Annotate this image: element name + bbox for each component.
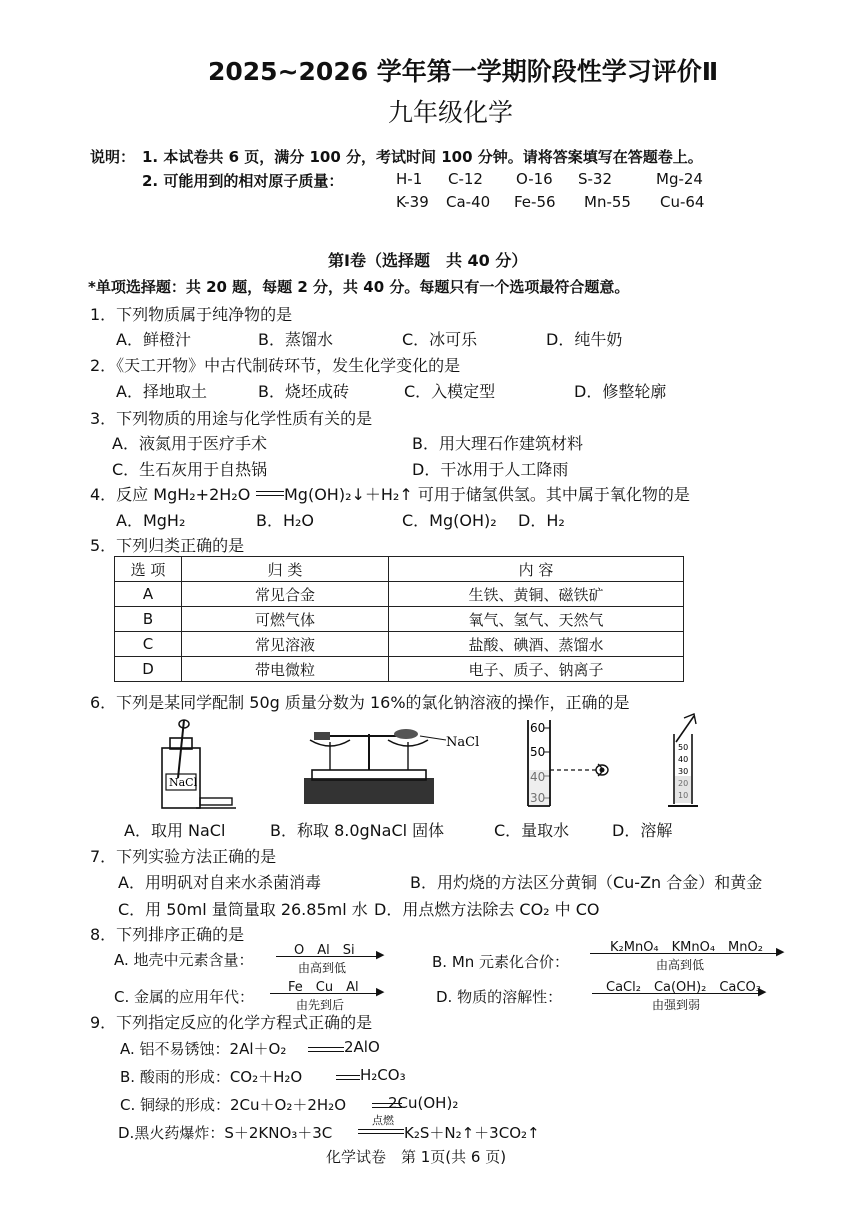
q6-option-c: C．量取水	[494, 821, 570, 840]
q2-option-c: C．入模定型	[404, 382, 496, 401]
table-header-option: 选 项	[115, 557, 182, 582]
balance-figure	[296, 718, 486, 810]
table-row	[115, 632, 684, 657]
q9-a-equals	[308, 1047, 344, 1052]
q9-b-equals	[336, 1075, 360, 1080]
q4-option-d: D．H₂	[518, 511, 565, 530]
q9-d-post: K₂S＋N₂↑＋3CO₂↑	[404, 1124, 540, 1142]
page-footer: 化学试卷 第 1页(共 6 页)	[326, 1148, 507, 1166]
table-cell: 常见合金	[182, 582, 389, 607]
q8-c-top: Fe Cu Al	[288, 980, 359, 995]
q7-option-b: B．用灼烧的方法区分黄铜（Cu-Zn 合金）和黄金	[410, 873, 763, 892]
dissolving-cylinder-figure	[664, 712, 714, 812]
section-title: 第Ⅰ卷（选择题 共 40 分）	[328, 251, 528, 270]
q2-stem: 2．《天工开物》中古代制砖环节，发生化学变化的是	[90, 356, 461, 375]
q2-option-d: D．修整轮廓	[574, 382, 667, 401]
q1-option-d: D．纯牛奶	[546, 330, 623, 349]
q4-option-c: C．Mg(OH)₂	[402, 511, 497, 530]
arrow-head-icon: ▶	[776, 945, 785, 958]
q9-a-post: 2AlO	[344, 1038, 380, 1056]
arrow-head-icon: ▶	[758, 985, 767, 998]
graduated-cylinder-figure	[520, 718, 620, 810]
q8-d-arrow	[592, 993, 762, 994]
q1-option-a: A．鲜橙汁	[116, 330, 191, 349]
cylinder-tick-50: 50	[530, 745, 546, 759]
q8-c-label: C. 金属的应用年代：	[114, 988, 255, 1006]
q1-option-c: C．冰可乐	[402, 330, 478, 349]
q3-option-b: B．用大理石作建筑材料	[412, 434, 583, 453]
q7-stem: 7．下列实验方法正确的是	[90, 847, 277, 866]
mass-c: C-12	[448, 170, 483, 188]
table-cell: C	[115, 632, 182, 657]
mass-cu: Cu-64	[660, 193, 705, 211]
exam-title: 2025~2026 学年第一学期阶段性学习评价Ⅱ	[208, 57, 719, 86]
q9-c-post: 2Cu(OH)₂	[388, 1094, 459, 1112]
q8-c-bottom: 由先到后	[296, 998, 345, 1012]
q8-b-label: B. Mn 元素化合价：	[432, 953, 570, 971]
q9-b-pre: B. 酸雨的形成：CO₂＋H₂O	[120, 1068, 303, 1086]
mass-o: O-16	[516, 170, 553, 188]
q8-d-label: D. 物质的溶解性：	[436, 988, 563, 1006]
table-header-row	[115, 557, 684, 582]
table-cell: 生铁、黄铜、磁铁矿	[389, 582, 684, 607]
mass-mn: Mn-55	[584, 193, 631, 211]
mass-fe: Fe-56	[514, 193, 556, 211]
q8-b-top: K₂MnO₄ KMnO₄ MnO₂	[610, 940, 763, 955]
note-1: 1. 本试卷共 6 页，满分 100 分，考试时间 100 分钟。请将答案填写在答题卷上。	[142, 148, 703, 166]
mass-k: K-39	[396, 193, 429, 211]
q7-option-a: A．用明矾对自来水杀菌消毒	[118, 873, 321, 892]
q8-a-bottom: 由高到低	[298, 961, 347, 975]
table-header-content: 内 容	[389, 557, 684, 582]
q9-d-pre: D.黑火药爆炸：S＋2KNO₃＋3C	[118, 1124, 333, 1142]
table-row	[115, 657, 684, 682]
q3-option-c: C．生石灰用于自热锅	[112, 460, 268, 479]
table-cell: 常见溶液	[182, 632, 389, 657]
arrow-head-icon: ▶	[376, 948, 385, 961]
q9-b-post: H₂CO₃	[360, 1066, 406, 1084]
q9-d-equals	[358, 1129, 404, 1134]
section-instruction: *单项选择题：共 20 题，每题 2 分，共 40 分。每题只有一个选项最符合题意。	[88, 278, 630, 296]
q8-a-arrow	[276, 956, 380, 957]
q9-a-pre: A. 铝不易锈蚀：2Al＋O₂	[120, 1040, 287, 1058]
q8-b-bottom: 由高到低	[656, 958, 705, 972]
small-cyl-tick-40: 40	[678, 755, 689, 764]
table-cell: 氧气、氢气、天然气	[389, 607, 684, 632]
table-cell: 盐酸、碘酒、蒸馏水	[389, 632, 684, 657]
q8-stem: 8．下列排序正确的是	[90, 925, 245, 944]
q4-equals-sign	[256, 491, 284, 496]
q6-option-a: A．取用 NaCl	[124, 821, 226, 840]
arrow-head-icon: ▶	[376, 985, 385, 998]
q1-stem: 1．下列物质属于纯净物的是	[90, 305, 293, 324]
q7-option-c: C．用 50ml 量筒量取 26.85ml 水	[118, 900, 368, 919]
note-2: 2. 可能用到的相对原子质量：	[142, 172, 344, 190]
table-header-category: 归 类	[182, 557, 389, 582]
q1-option-b: B．蒸馏水	[258, 330, 333, 349]
q6-option-d: D．溶解	[612, 821, 673, 840]
mass-h: H-1	[396, 170, 423, 188]
q2-option-b: B．烧坯成砖	[258, 382, 349, 401]
q9-stem: 9．下列指定反应的化学方程式正确的是	[90, 1013, 373, 1032]
q4-stem-pre: 4．反应 MgH₂+2H₂O	[90, 485, 251, 504]
q4-option-a: A．MgH₂	[116, 511, 186, 530]
q8-d-bottom: 由强到弱	[652, 998, 701, 1012]
q9-c-pre: C. 铜绿的形成：2Cu＋O₂＋2H₂O	[120, 1096, 346, 1114]
q7-option-d: D．用点燃方法除去 CO₂ 中 CO	[374, 900, 600, 919]
table-cell: A	[115, 582, 182, 607]
balance-label: NaCl	[446, 735, 480, 750]
mass-ca: Ca-40	[446, 193, 491, 211]
table-cell: 可燃气体	[182, 607, 389, 632]
q6-stem: 6．下列是某同学配制 50g 质量分数为 16%的氯化钠溶液的操作，正确的是	[90, 693, 630, 712]
table-cell: 电子、质子、钠离子	[389, 657, 684, 682]
classification-table	[114, 556, 684, 682]
q2-option-a: A．择地取土	[116, 382, 207, 401]
q8-d-top: CaCl₂ Ca(OH)₂ CaCO₃	[606, 980, 761, 995]
table-row	[115, 607, 684, 632]
q6-option-b: B．称取 8.0gNaCl 固体	[270, 821, 445, 840]
cylinder-tick-60: 60	[530, 721, 546, 735]
small-cyl-tick-30: 30	[678, 767, 689, 776]
table-cell: 带电微粒	[182, 657, 389, 682]
q8-c-arrow	[270, 993, 380, 994]
q3-stem: 3．下列物质的用途与化学性质有关的是	[90, 409, 373, 428]
q3-option-a: A．液氮用于医疗手术	[112, 434, 267, 453]
q4-option-b: B．H₂O	[256, 511, 315, 530]
table-cell: D	[115, 657, 182, 682]
mass-s: S-32	[578, 170, 613, 188]
small-cyl-tick-50: 50	[678, 743, 689, 752]
q9-d-condition: 点燃	[372, 1114, 394, 1127]
q5-stem: 5．下列归类正确的是	[90, 536, 245, 555]
reagent-bottle-figure	[150, 718, 240, 814]
q8-a-top: O Al Si	[294, 943, 355, 958]
table-row	[115, 582, 684, 607]
bottle-label: NaCl	[169, 776, 198, 789]
q8-b-arrow	[590, 953, 780, 954]
table-cell: B	[115, 607, 182, 632]
notes-label: 说明：	[90, 148, 136, 166]
exam-subject: 九年级化学	[388, 98, 514, 127]
mass-mg: Mg-24	[656, 170, 703, 188]
q8-a-label: A. 地壳中元素含量：	[114, 951, 254, 969]
q4-stem-post: Mg(OH)₂↓＋H₂↑ 可用于储氢供氢。其中属于氧化物的是	[284, 485, 690, 504]
q3-option-d: D．干冰用于人工降雨	[412, 460, 569, 479]
